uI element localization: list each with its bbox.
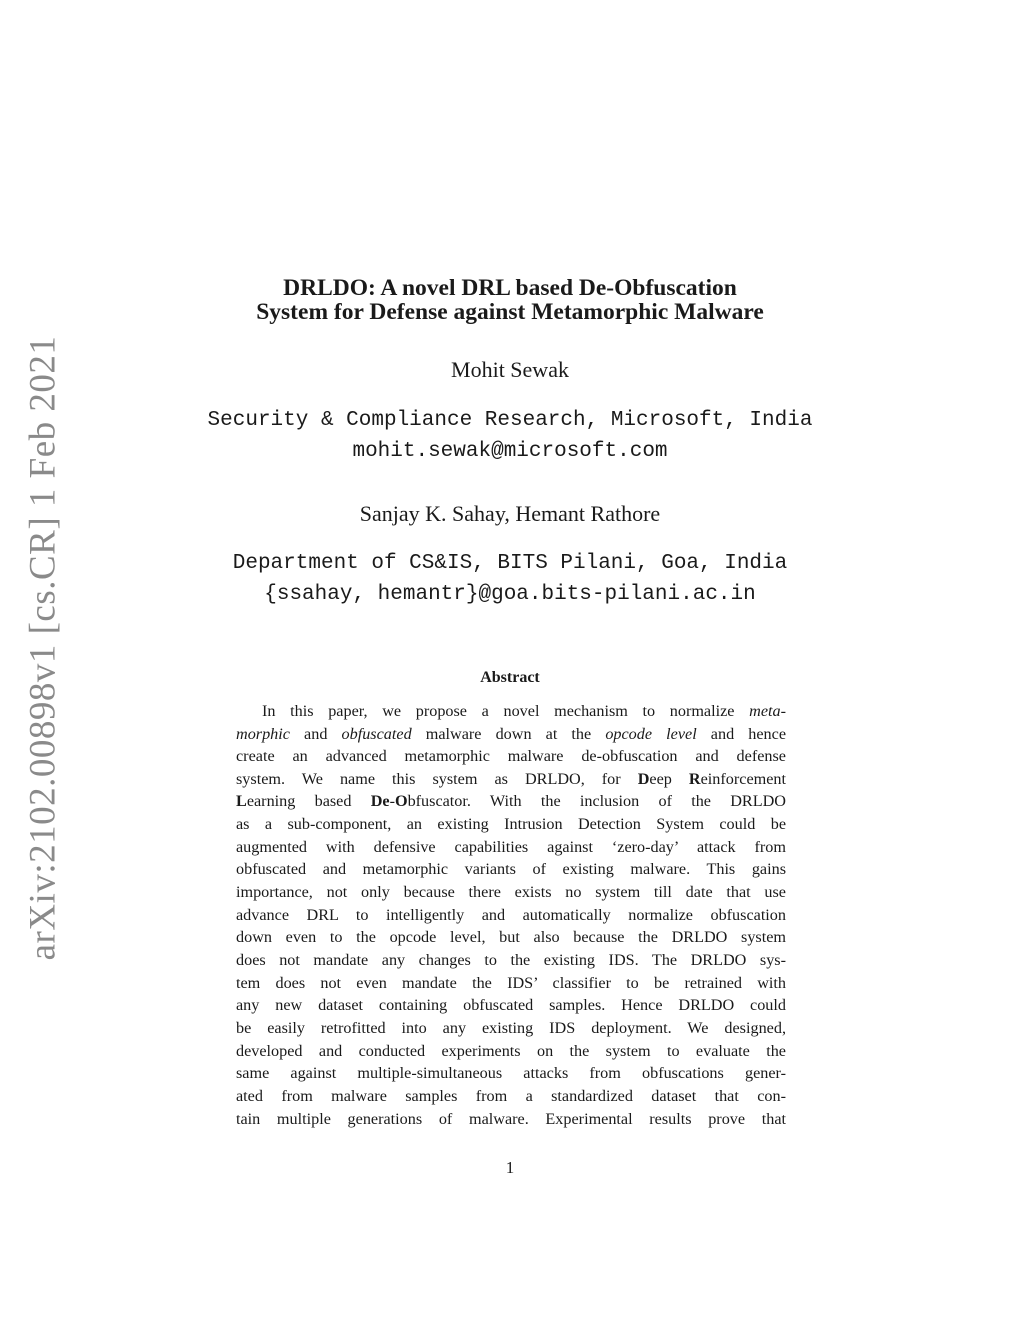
paper-title-line-1: DRLDO: A novel DRL based De-Obfuscation: [283, 275, 737, 301]
abstract-line-7: augmented with defensive capabilities against ‘zero-day’ attack from: [236, 838, 786, 856]
paper-title-line-2: System for Defense against Metamorphic Malware: [256, 299, 764, 325]
abstract-line-14: any new dataset containing obfuscated samples. Hence DRLDO could: [236, 996, 786, 1014]
abstract-line-11: down even to the opcode level, but also because the DRLDO system: [236, 928, 786, 946]
abstract-line-1: In this paper, we propose a novel mechanism to normalize meta-: [262, 702, 786, 720]
abstract-line-9: importance, not only because there exists no system till date that use: [236, 883, 786, 901]
author-affiliation-1: Security & Compliance Research, Microsoft, India: [207, 409, 813, 432]
author-affiliation-2: Department of CS&IS, BITS Pilani, Goa, India: [232, 552, 788, 575]
abstract-line-13: tem does not even mandate the IDS’ classifier to be retrained with: [236, 974, 786, 992]
author-names-1: Mohit Sewak: [451, 357, 569, 382]
page-number: 1: [505, 1158, 515, 1177]
author-email-2: {ssahay, hemantr}@goa.bits-pilani.ac.in: [264, 583, 756, 606]
abstract-line-3: create an advanced metamorphic malware de-obfuscation and defense: [236, 747, 786, 765]
abstract-line-15: be easily retrofitted into any existing IDS deployment. We designed,: [236, 1019, 786, 1037]
abstract-line-4: system. We name this system as DRLDO, for Deep Reinforcement: [236, 770, 786, 788]
abstract-line-6: as a sub-component, an existing Intrusion Detection System could be: [236, 815, 786, 833]
abstract-line-10: advance DRL to intelligently and automatically normalize obfuscation: [236, 906, 786, 924]
abstract-line-17: same against multiple-simultaneous attacks from obfuscations gener-: [236, 1064, 786, 1082]
author-email-1: mohit.sewak@microsoft.com: [352, 440, 668, 463]
abstract-line-2: morphic and obfuscated malware down at the opcode level and hence: [236, 725, 787, 743]
abstract-line-8: obfuscated and metamorphic variants of existing malware. This gains: [236, 860, 786, 878]
abstract-line-12: does not mandate any changes to the existing IDS. The DRLDO sys-: [236, 951, 786, 969]
abstract-heading: Abstract: [480, 669, 540, 686]
abstract-line-19: tain multiple generations of malware. Experimental results prove that: [236, 1110, 786, 1128]
abstract-line-5: Learning based De-Obfuscator. With the inclusion of the DRLDO: [236, 792, 786, 810]
arxiv-identifier-text: arXiv:2102.00898v1 [cs.CR] 1 Feb 2021: [22, 335, 64, 961]
abstract-line-16: developed and conducted experiments on the system to evaluate the: [236, 1042, 786, 1060]
author-names-2: Sanjay K. Sahay, Hemant Rathore: [359, 501, 661, 526]
abstract-line-18: ated from malware samples from a standardized dataset that con-: [236, 1087, 786, 1105]
